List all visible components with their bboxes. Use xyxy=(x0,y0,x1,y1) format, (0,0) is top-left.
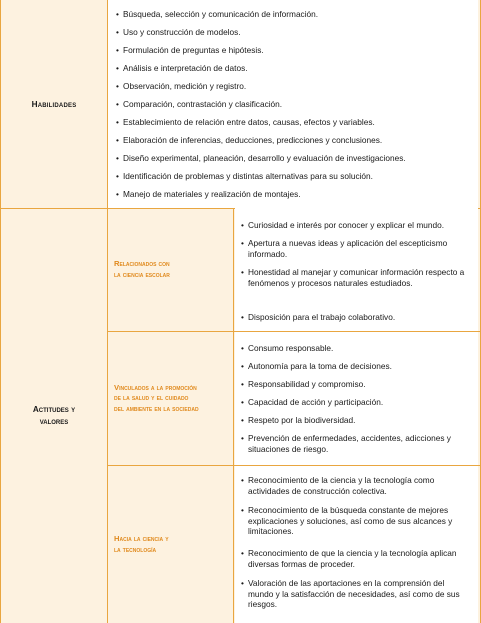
group-list-ciencia-escolar xyxy=(235,208,478,331)
group-list-ciencia-tecnologia xyxy=(235,466,478,623)
habilidades-list xyxy=(108,0,478,208)
list-item: • Reconocimiento de la búsqueda constante de mejores explicaciones y soluciones, así como de sus alcances y limitaciones. xyxy=(241,505,471,537)
list-item-text: Curiosidad e interés por conocer y explicar el mundo. xyxy=(248,220,444,230)
list-item: • Prevención de enfermedades, accidentes, adicciones y situaciones de riesgo. xyxy=(241,433,455,454)
list-item-text: Reconocimiento de la búsqueda constante de mejores explicaciones y soluciones, así como de sus alcances y limitaciones. xyxy=(248,505,453,537)
list-item: • Capacidad de acción y participación. xyxy=(241,397,471,408)
list-item-text: Búsqueda, selección y comunicación de información. xyxy=(123,9,319,19)
list-item: • Manejo de materiales y realización de montajes. xyxy=(116,189,476,200)
habilidades-label: Habilidades xyxy=(1,0,108,208)
group-label-line: Vinculados a la promoción xyxy=(114,382,197,392)
list-item-text: Reconocimiento de la ciencia y la tecnología como actividades de construcción colectiva. xyxy=(248,475,435,496)
list-item-text: Prevención de enfermedades, accidentes, adicciones y situaciones de riesgo. xyxy=(248,433,451,454)
group-label-line: de la salud y el cuidado xyxy=(114,393,189,403)
list-item-text: Valoración de las aportaciones en la comprensión del mundo y la satisfacción de necesidades, así como de sus riesgos. xyxy=(248,578,460,610)
list-item-text: Comparación, contrastación y clasificación. xyxy=(123,99,283,109)
list-item: • Comparación, contrastación y clasificación. xyxy=(116,99,476,110)
list-item: • Reconocimiento de que la ciencia y la tecnología aplican diversas formas de proceder. xyxy=(241,548,471,569)
list-item-text: Formulación de preguntas e hipótesis. xyxy=(123,45,264,55)
list-item-text: Uso y construcción de modelos. xyxy=(123,27,241,37)
list-item: • Elaboración de inferencias, deducciones, predicciones y conclusiones. xyxy=(116,135,476,146)
actitudes-row xyxy=(0,208,481,623)
group-label-line: la tecnología xyxy=(114,544,157,554)
list-item: • Autonomía para la toma de decisiones. xyxy=(241,361,471,372)
list-item: • Uso y construcción de modelos. xyxy=(116,27,476,38)
list-item-text: Autonomía para la toma de decisiones. xyxy=(248,361,392,371)
list-item: • Apertura a nuevas ideas y aplicación del escepticismo informado. xyxy=(241,238,467,259)
list-item-text: Análisis e interpretación de datos. xyxy=(123,63,248,73)
list-item: • Responsabilidad y compromiso. xyxy=(241,379,471,390)
list-item-text: Responsabilidad y compromiso. xyxy=(248,379,366,389)
habilidades-row xyxy=(0,0,481,209)
list-item-text: Reconocimiento de que la ciencia y la tecnología aplican diversas formas de proceder. xyxy=(248,548,457,569)
list-item: • Valoración de las aportaciones en la comprensión del mundo y la satisfacción de necesidades, así como de sus riesgos. xyxy=(241,578,463,610)
list-item-text: Observación, medición y registro. xyxy=(123,81,247,91)
list-item: • Honestidad al manejar y comunicar información respecto a fenómenos y procesos naturales estudiados. xyxy=(241,267,467,288)
list-item-text: Disposición para el trabajo colaborativo. xyxy=(248,312,396,322)
list-item-text: Identificación de problemas y distintas alternativas para su solución. xyxy=(123,171,373,181)
list-item-text: Elaboración de inferencias, deducciones, predicciones y conclusiones. xyxy=(123,135,383,145)
group-label-line: del ambiente en la sociedad xyxy=(114,403,199,413)
group-label-ciencia-escolar xyxy=(108,208,234,331)
actitudes-label xyxy=(1,208,108,623)
list-item: • Respeto por la biodiversidad. xyxy=(241,415,471,426)
list-item-text: Diseño experimental, planeación, desarrollo y evaluación de investigaciones. xyxy=(123,153,406,163)
list-item-text: Consumo responsable. xyxy=(248,343,334,353)
list-item: • Análisis e interpretación de datos. xyxy=(116,63,476,74)
list-item: • Identificación de problemas y distintas alternativas para su solución. xyxy=(116,171,476,182)
list-item: • Establecimiento de relación entre datos, causas, efectos y variables. xyxy=(116,117,476,128)
group-list-salud-ambiente xyxy=(235,332,478,465)
group-label-ciencia-tecnologia xyxy=(108,466,234,623)
list-item: • Consumo responsable. xyxy=(241,343,471,354)
list-item-text: Manejo de materiales y realización de montajes. xyxy=(123,189,301,199)
group-label-salud-ambiente xyxy=(108,332,234,465)
list-item: • Disposición para el trabajo colaborativo. xyxy=(241,312,467,323)
list-item: • Búsqueda, selección y comunicación de información. xyxy=(116,9,476,20)
list-item: • Formulación de preguntas e hipótesis. xyxy=(116,45,476,56)
list-item: • Curiosidad e interés por conocer y explicar el mundo. xyxy=(241,220,475,231)
list-item: • Reconocimiento de la ciencia y la tecnología como actividades de construcción colectiva. xyxy=(241,475,471,496)
list-item-text: Respeto por la biodiversidad. xyxy=(248,415,356,425)
group-label-line: Hacia la ciencia y xyxy=(114,534,169,543)
group-label-line: la ciencia escolar xyxy=(114,269,170,279)
list-item-text: Honestidad al manejar y comunicar información respecto a fenómenos y procesos naturales estudiados. xyxy=(248,267,465,288)
actitudes-label-line2: valores xyxy=(39,416,69,426)
list-item-text: Establecimiento de relación entre datos, causas, efectos y variables. xyxy=(123,117,375,127)
list-item-text: Capacidad de acción y participación. xyxy=(248,397,384,407)
list-item-text: Apertura a nuevas ideas y aplicación del escepticismo informado. xyxy=(248,238,448,259)
actitudes-label-line1: Actitudes y xyxy=(32,404,76,414)
list-item: • Diseño experimental, planeación, desarrollo y evaluación de investigaciones. xyxy=(116,153,476,164)
group-label-line: Relacionados con xyxy=(114,259,170,268)
list-item: • Observación, medición y registro. xyxy=(116,81,476,92)
